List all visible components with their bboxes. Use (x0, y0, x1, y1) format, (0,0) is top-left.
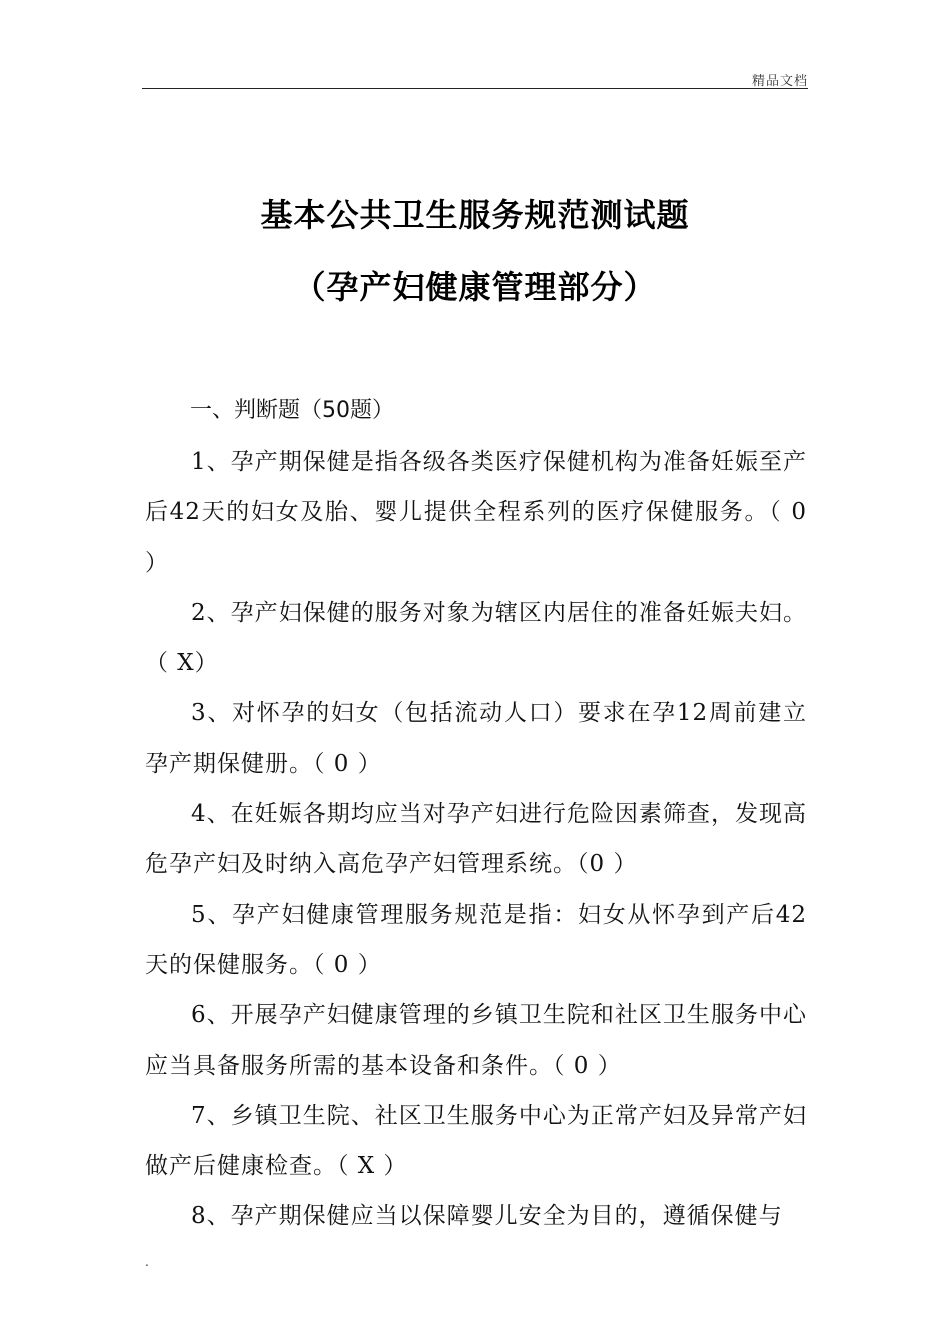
question-item: 6、开展孕产妇健康管理的乡镇卫生院和社区卫生服务中心应当具备服务所需的基本设备和条件。（ 0 ） (145, 1002, 807, 1079)
section-heading: 一、判断题（50题） (190, 398, 394, 423)
question-item: 4、在妊娠各期均应当对孕产妇进行危险因素筛查，发现高危孕产妇及时纳入高危孕产妇管理系统。（0 ） (145, 801, 807, 878)
question-item: 7、乡镇卫生院、社区卫生服务中心为正常产妇及异常产妇做产后健康检查。（ X ） (145, 1102, 807, 1180)
question-list (145, 437, 807, 1242)
document-subtitle: （孕产妇健康管理部分） (293, 268, 657, 306)
footer-mark: . (145, 1255, 149, 1269)
document-title: 基本公共卫生服务规范测试题 (260, 196, 690, 234)
header-divider (142, 88, 808, 89)
question-item: 3、对怀孕的妇女（包括流动人口）要求在孕12周前建立孕产期保健册。（ 0 ） (145, 700, 807, 777)
question-item: 1、孕产期保健是指各级各类医疗保健机构为准备妊娠至产后42天的妇女及胎、婴儿提供全程系列的医疗保健服务。（ 0 ） (145, 449, 807, 576)
question-item: 5、孕产妇健康管理服务规范是指：妇女从怀孕到产后42天的保健服务。（ 0 ） (145, 901, 807, 978)
header-label: 精品文档 (751, 74, 808, 89)
question-item: 2、孕产妇保健的服务对象为辖区内居住的准备妊娠夫妇。（ X） (145, 599, 807, 677)
question-item: 8、孕产期保健应当以保障婴儿安全为目的，遵循保健与 (191, 1203, 783, 1230)
